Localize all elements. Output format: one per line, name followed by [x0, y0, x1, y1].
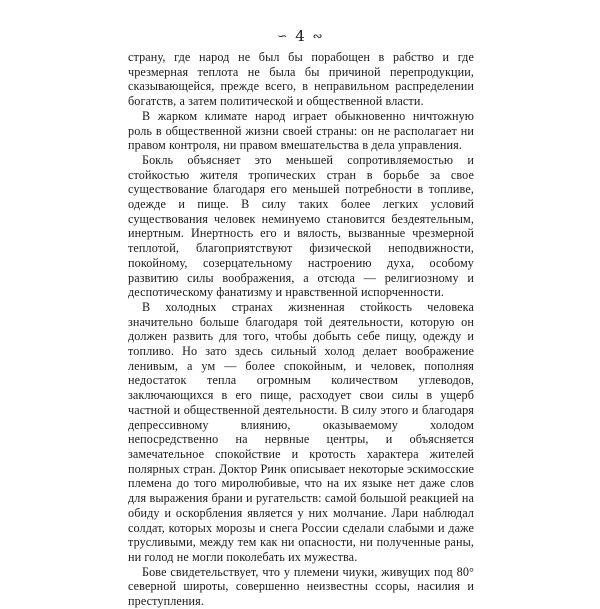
ornament-left-icon: ∽ — [277, 29, 288, 43]
paragraph: Бокль объясняет это меньшей сопротивляемостью и стойкостью жителя тропических стран в борьбе за свое существование благодаря его меньшей потребности в топливе, одежде и пище. В силу таких более легких условий существования человек неминуемо становится бездеятельным, инертным. Инертность его и вялость, вызванные чрезмерной теплотой, благоприятствуют физической неподвижности, покойному, созерцательному настроению духа, особому развитию силы воображения, а отсюда — религиозному и деспотическому фанатизму и нравственной испорченности. — [128, 152, 474, 300]
ornament-right-icon: ∾ — [312, 29, 323, 43]
body-text — [128, 50, 474, 609]
paragraph: страну, где народ не был бы порабощен в рабство и где чрезмерная теплота не была бы причиной перепродукции, сказывающейся, прежде всего, в неправильном распределении богатств, а затем политической и общественной власти. — [128, 50, 474, 109]
page-number: 4 — [295, 27, 305, 45]
paragraph: В холодных странах жизненная стойкость человека значительно больше благодаря той деятельности, которую он должен развить для того, чтобы добыть себе пищу, одежду и топливо. Но зато здесь сильный холод делает воображение ленивым, а ум — более спокойным, и человек, пополняя недостаток тепла огромным количеством углеводов, заключающихся в его пище, расходует свои силы в ущерб частной и общественной деятельности. В силу этого и благодаря депрессивному влиянию, оказываемому холодом непосредственно на нервные центры, и объясняется замечательное спокойствие и кротость характера жителей полярных стран. Доктор Ринк описывает некоторые эскимосские племена до того миролюбивые, что на их языке нет даже слов для выражения брани и ругательств: самой большой реакцией на обиду и оскорбления является у них молчание. Лари наблюдал солдат, которых морозы и снега России сделали слабыми и даже трусливыми, между тем как ни опасности, ни полученные раны, ни голод не могли поколебать их мужества. — [128, 299, 474, 564]
paragraph: Бове свидетельствует, что у племени чиуки, живущих под 80° северной широты, совершенно неизвестны ссоры, насилия и преступления. — [128, 564, 474, 609]
paragraph: В жарком климате народ играет обыкновенно ничтожную роль в общественной жизни своей страны: он не располагает ни правом контроля, ни правом вмешательства в дела управления. — [128, 108, 474, 153]
page-header — [0, 26, 600, 44]
